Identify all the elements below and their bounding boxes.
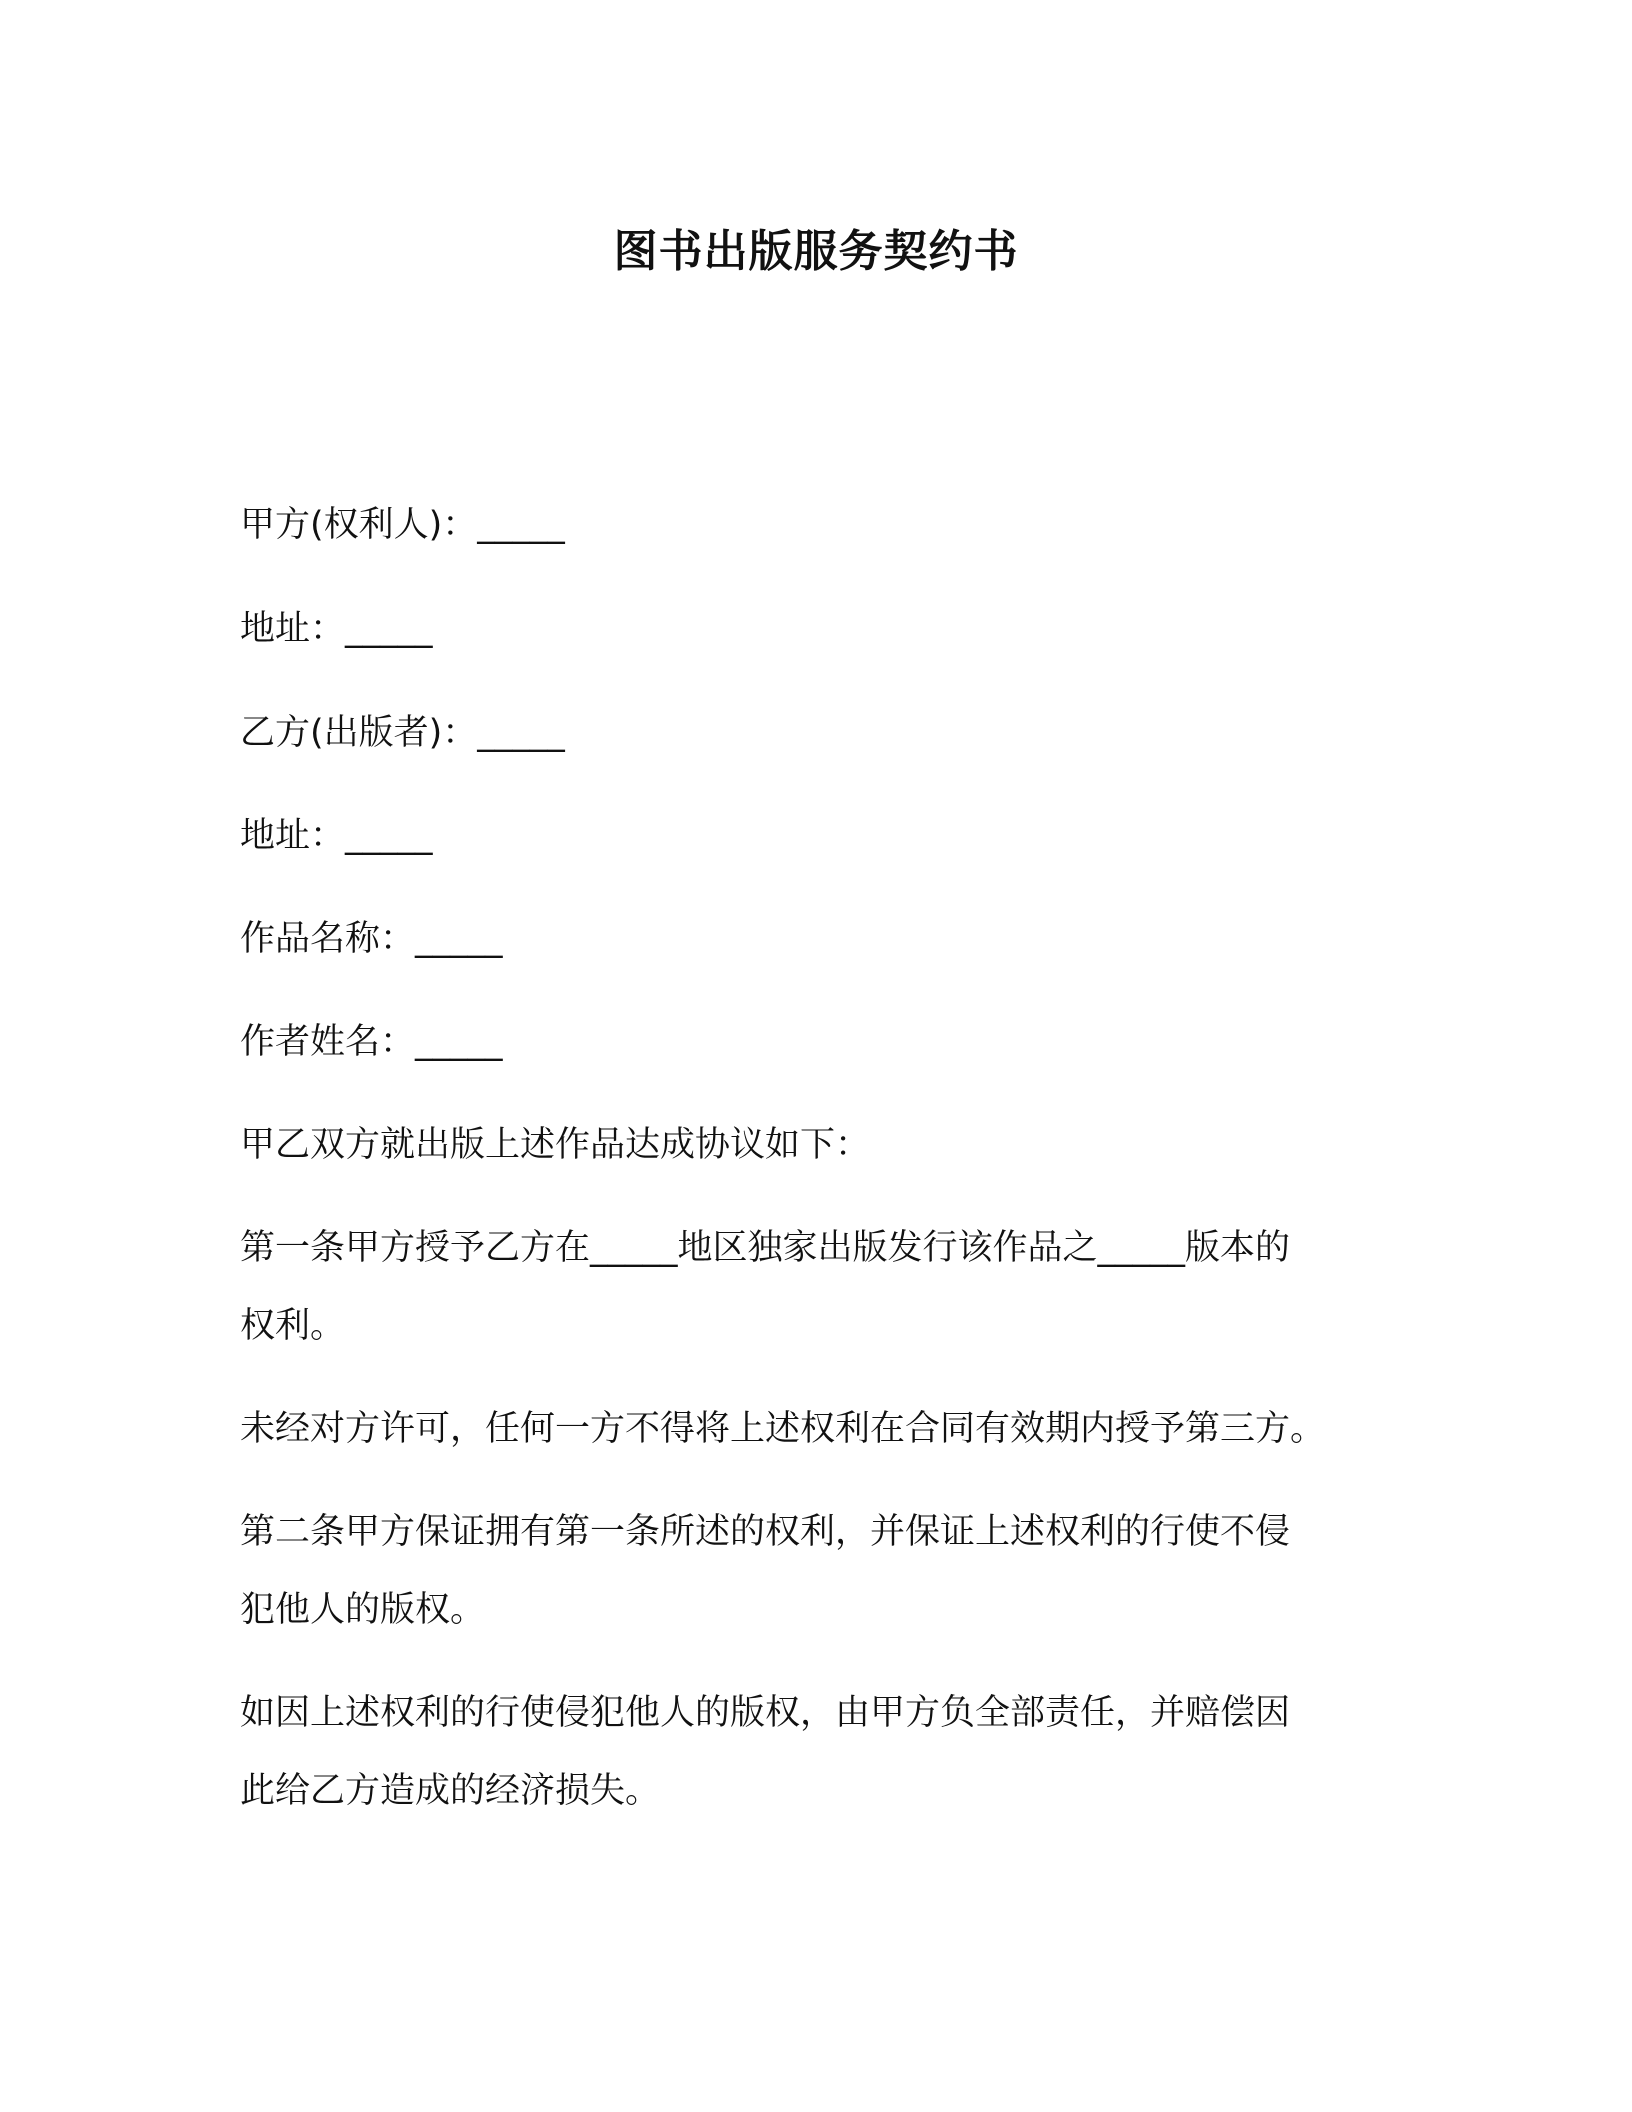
party-a-address-field: 地址：_____ xyxy=(240,609,433,649)
party-b-field: 乙方(出版者)：_____ xyxy=(240,713,565,753)
author-name-field: 作者姓名：_____ xyxy=(240,1022,503,1062)
agreement-intro: 甲乙双方就出版上述作品达成协议如下： xyxy=(240,1125,871,1165)
article-1-line-2: 权利。 xyxy=(240,1306,346,1346)
party-b-address-field: 地址：_____ xyxy=(240,816,433,856)
article-2-line-1: 第二条甲方保证拥有第一条所述的权利，并保证上述权利的行使不侵 xyxy=(240,1512,1291,1552)
document-title: 图书出版服务契约书 xyxy=(613,226,1019,277)
article-2-line-2: 犯他人的版权。 xyxy=(240,1590,486,1630)
party-a-field: 甲方(权利人)：_____ xyxy=(240,505,565,545)
work-title-field: 作品名称：_____ xyxy=(240,919,503,959)
article-2-note-line-2: 此给乙方造成的经济损失。 xyxy=(240,1771,661,1811)
article-1-note: 未经对方许可，任何一方不得将上述权利在合同有效期内授予第三方。 xyxy=(240,1409,1326,1449)
article-1-line-1: 第一条甲方授予乙方在_____地区独家出版发行该作品之_____版本的 xyxy=(240,1228,1291,1268)
article-2-note-line-1: 如因上述权利的行使侵犯他人的版权，由甲方负全部责任，并赔偿因 xyxy=(240,1693,1291,1733)
